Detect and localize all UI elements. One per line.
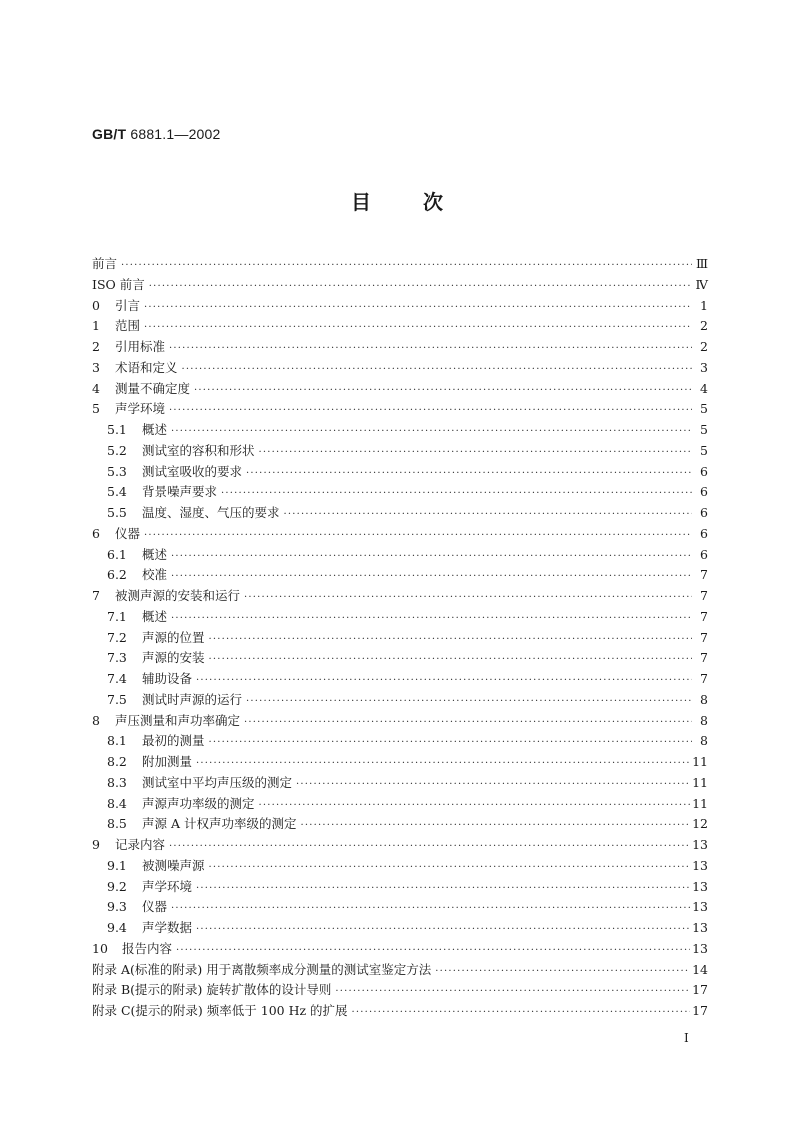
- toc-entry-page: 6: [700, 546, 708, 562]
- toc-entry-number: 8.5: [107, 816, 127, 832]
- toc-entry-page: 17: [692, 982, 708, 998]
- toc-entry[interactable]: [92, 524, 708, 545]
- toc-entry[interactable]: [92, 316, 708, 337]
- toc-entry-page: 6: [700, 525, 708, 541]
- toc-dot-leader: [300, 820, 690, 831]
- toc-entry-number: 7: [92, 588, 100, 603]
- table-of-contents: [92, 254, 708, 1022]
- toc-entry-page: 13: [692, 878, 708, 894]
- toc-entry[interactable]: [92, 296, 708, 317]
- toc-entry[interactable]: [92, 607, 708, 628]
- toc-entry[interactable]: [92, 399, 708, 420]
- toc-entry-page: Ⅲ: [695, 256, 708, 271]
- toc-entry[interactable]: [92, 565, 708, 586]
- toc-entry[interactable]: [92, 669, 708, 690]
- toc-entry[interactable]: [92, 545, 708, 566]
- toc-entry-number: 5.2: [107, 442, 127, 458]
- toc-entry[interactable]: [92, 897, 708, 918]
- toc-entry-number: 6.2: [107, 567, 127, 583]
- toc-entry-title: ISO 前言: [92, 276, 145, 292]
- toc-entry-number: 5.3: [107, 463, 127, 479]
- toc-entry-title: 引言: [115, 297, 141, 313]
- toc-entry[interactable]: [92, 794, 708, 815]
- toc-dot-leader: [246, 696, 692, 707]
- toc-entry-title: 声学数据: [142, 920, 193, 935]
- toc-entry-page: 7: [700, 608, 708, 624]
- toc-entry-number: 7.2: [107, 629, 127, 645]
- page-title-char-2: 次: [423, 190, 443, 214]
- toc-entry-page: 8: [700, 712, 708, 728]
- toc-entry-page: Ⅳ: [695, 276, 708, 292]
- toc-dot-leader: [209, 634, 692, 645]
- toc-entry-number: 8: [92, 712, 100, 728]
- toc-entry[interactable]: [92, 835, 708, 856]
- toc-entry[interactable]: [92, 462, 708, 483]
- toc-entry-number: 9.3: [107, 899, 127, 915]
- toc-entry-title: 附录 A(标准的附录) 用于离散频率成分测量的测试室鉴定方法: [92, 961, 432, 977]
- toc-entry-number: 4: [92, 380, 100, 396]
- toc-entry-title: 声源声功率级的测定: [142, 795, 255, 811]
- toc-dot-leader: [194, 385, 692, 396]
- toc-entry-title: 被测声源的安装和运行: [115, 588, 241, 603]
- toc-dot-leader: [176, 945, 690, 956]
- toc-entry-title: 仪器: [142, 899, 168, 915]
- toc-entry-page: 8: [700, 733, 708, 749]
- toc-dot-leader: [352, 1007, 691, 1018]
- toc-dot-leader: [196, 924, 690, 935]
- toc-entry-number: 8.1: [107, 733, 127, 749]
- toc-entry-page: 13: [692, 940, 708, 956]
- toc-dot-leader: [335, 986, 690, 997]
- toc-entry-title: 温度、湿度、气压的要求: [142, 505, 280, 520]
- toc-entry-number: 7.3: [107, 650, 127, 666]
- toc-entry[interactable]: [92, 731, 708, 752]
- toc-entry-title: 测试室的容积和形状: [142, 442, 255, 458]
- toc-entry-title: 测试室中平均声压级的测定: [142, 774, 293, 790]
- toc-entry-page: 13: [692, 920, 708, 935]
- toc-entry-page: 8: [700, 691, 708, 707]
- toc-entry-title: 范围: [115, 318, 141, 334]
- toc-entry-page: 12: [692, 816, 708, 832]
- toc-entry-number: 5: [92, 401, 100, 417]
- toc-entry-page: 13: [692, 857, 708, 873]
- toc-entry-page: 6: [700, 484, 708, 500]
- toc-entry-page: 13: [692, 899, 708, 915]
- toc-entry-number: 5.5: [107, 505, 127, 520]
- toc-entry-title: 前言: [92, 256, 118, 271]
- toc-dot-leader: [144, 322, 692, 333]
- toc-dot-leader: [221, 488, 692, 499]
- toc-entry-page: 5: [700, 442, 708, 458]
- toc-dot-leader: [171, 426, 692, 437]
- toc-entry-page: 7: [700, 588, 708, 603]
- toc-entry[interactable]: [92, 358, 708, 379]
- toc-entry-title: 测试室吸收的要求: [142, 463, 243, 479]
- toc-entry-page: 7: [700, 650, 708, 666]
- toc-entry[interactable]: [92, 482, 708, 503]
- toc-entry-page: 11: [692, 774, 708, 790]
- toc-dot-leader: [144, 530, 692, 541]
- toc-entry-title: 概述: [142, 546, 168, 562]
- toc-entry-title: 声源 A 计权声功率级的测定: [142, 816, 297, 832]
- toc-entry-page: 3: [700, 359, 708, 375]
- toc-entry-number: 3: [92, 359, 100, 375]
- toc-entry-number: 10: [92, 940, 108, 956]
- toc-entry-page: 2: [700, 318, 708, 334]
- toc-entry-number: 6.1: [107, 546, 127, 562]
- toc-dot-leader: [121, 260, 692, 271]
- toc-entry-number: 9.2: [107, 878, 127, 894]
- toc-entry-title: 仪器: [115, 525, 141, 541]
- toc-dot-leader: [244, 717, 692, 728]
- toc-entry-number: 8.3: [107, 774, 127, 790]
- toc-entry[interactable]: [92, 586, 708, 607]
- toc-entry-number: 9.1: [107, 857, 127, 873]
- toc-dot-leader: [209, 737, 692, 748]
- toc-entry-page: 7: [700, 629, 708, 645]
- toc-entry[interactable]: [92, 939, 708, 960]
- toc-entry-title: 概述: [142, 608, 168, 624]
- toc-entry-page: 5: [700, 422, 708, 437]
- toc-entry-title: 附录 B(提示的附录) 旋转扩散体的设计导则: [92, 982, 332, 998]
- toc-entry[interactable]: [92, 752, 708, 773]
- toc-dot-leader: [246, 468, 692, 479]
- page-title-char-1: 目: [351, 190, 371, 214]
- toc-entry-title: 附录 C(提示的附录) 频率低于 100 Hz 的扩展: [92, 1003, 348, 1018]
- toc-dot-leader: [196, 675, 692, 686]
- toc-entry-page: 6: [700, 505, 708, 520]
- toc-entry-page: 14: [692, 961, 708, 977]
- toc-dot-leader: [169, 405, 692, 416]
- toc-entry-title: 声压测量和声功率确定: [115, 712, 241, 728]
- toc-dot-leader: [296, 779, 690, 790]
- toc-entry-title: 声源的安装: [142, 650, 205, 666]
- toc-entry-page: 5: [700, 401, 708, 417]
- toc-entry[interactable]: [92, 503, 708, 524]
- toc-entry[interactable]: [92, 980, 708, 1001]
- toc-dot-leader: [259, 800, 691, 811]
- toc-dot-leader: [196, 758, 690, 769]
- toc-entry-number: 7.4: [107, 671, 127, 686]
- toc-entry-title: 术语和定义: [115, 359, 178, 375]
- toc-entry-title: 被测噪声源: [142, 857, 205, 873]
- toc-entry-number: 5.4: [107, 484, 127, 500]
- toc-dot-leader: [169, 841, 690, 852]
- toc-entry[interactable]: [92, 275, 708, 296]
- toc-entry[interactable]: [92, 420, 708, 441]
- toc-dot-leader: [284, 509, 692, 520]
- toc-entry[interactable]: [92, 773, 708, 794]
- toc-entry-number: 8.4: [107, 795, 127, 811]
- standard-number: [92, 126, 221, 142]
- toc-dot-leader: [169, 343, 692, 354]
- toc-entry-number: 7.5: [107, 691, 127, 707]
- toc-entry-number: 5.1: [107, 422, 127, 437]
- toc-entry-title: 记录内容: [115, 837, 166, 852]
- toc-dot-leader: [171, 613, 692, 624]
- toc-entry-page: 2: [700, 339, 708, 354]
- toc-dot-leader: [209, 654, 692, 665]
- toc-entry-number: 0: [92, 297, 100, 313]
- toc-entry-title: 声源的位置: [142, 629, 205, 645]
- toc-entry[interactable]: [92, 690, 708, 711]
- toc-entry[interactable]: [92, 1001, 708, 1022]
- toc-dot-leader: [196, 883, 690, 894]
- toc-entry[interactable]: [92, 711, 708, 732]
- toc-entry[interactable]: [92, 877, 708, 898]
- toc-entry-page: 11: [692, 754, 708, 769]
- toc-entry-title: 背景噪声要求: [142, 484, 218, 500]
- toc-entry-title: 声学环境: [142, 878, 193, 894]
- toc-entry[interactable]: [92, 814, 708, 835]
- toc-dot-leader: [259, 447, 692, 458]
- toc-entry-number: 9: [92, 837, 100, 852]
- toc-entry-title: 测量不确定度: [115, 380, 191, 396]
- toc-dot-leader: [171, 903, 690, 914]
- toc-entry-number: 6: [92, 525, 100, 541]
- page-folio: I: [684, 1031, 689, 1045]
- toc-entry[interactable]: [92, 254, 708, 275]
- toc-entry-title: 声学环境: [115, 401, 166, 417]
- toc-entry[interactable]: [92, 918, 708, 939]
- toc-entry[interactable]: [92, 648, 708, 669]
- toc-dot-leader: [144, 302, 692, 313]
- toc-entry-title: 校准: [142, 567, 168, 583]
- page-title: [0, 186, 794, 215]
- toc-entry-page: 11: [692, 795, 708, 811]
- toc-entry-page: 13: [692, 837, 708, 852]
- toc-entry-title: 报告内容: [122, 940, 173, 956]
- toc-entry-page: 6: [700, 463, 708, 479]
- toc-dot-leader: [171, 551, 692, 562]
- toc-entry-page: 7: [700, 567, 708, 583]
- toc-entry-number: 8.2: [107, 754, 127, 769]
- toc-entry-title: 最初的测量: [142, 733, 205, 749]
- toc-entry-title: 引用标准: [115, 339, 166, 354]
- toc-dot-leader: [209, 862, 691, 873]
- toc-entry-number: 7.1: [107, 608, 127, 624]
- toc-entry-title: 附加测量: [142, 754, 193, 769]
- toc-entry-title: 测试时声源的运行: [142, 691, 243, 707]
- toc-entry-number: 1: [92, 318, 100, 334]
- toc-entry-page: 17: [692, 1003, 708, 1018]
- toc-entry[interactable]: [92, 856, 708, 877]
- standard-code-prefix: GB/T: [92, 126, 127, 142]
- toc-entry[interactable]: [92, 960, 708, 981]
- toc-entry[interactable]: [92, 628, 708, 649]
- toc-entry[interactable]: [92, 441, 708, 462]
- toc-entry-number: 2: [92, 339, 100, 354]
- toc-entry-page: 4: [700, 380, 708, 396]
- toc-dot-leader: [244, 592, 692, 603]
- toc-entry-title: 概述: [142, 422, 168, 437]
- standard-code-number: 6881.1—2002: [130, 126, 221, 142]
- toc-entry[interactable]: [92, 379, 708, 400]
- toc-dot-leader: [435, 966, 690, 977]
- toc-entry-title: 辅助设备: [142, 671, 193, 686]
- toc-entry-page: 7: [700, 671, 708, 686]
- toc-entry-page: 1: [700, 297, 708, 313]
- toc-dot-leader: [171, 571, 692, 582]
- toc-entry[interactable]: [92, 337, 708, 358]
- toc-dot-leader: [149, 281, 692, 292]
- toc-entry-number: 9.4: [107, 920, 127, 935]
- toc-dot-leader: [182, 364, 692, 375]
